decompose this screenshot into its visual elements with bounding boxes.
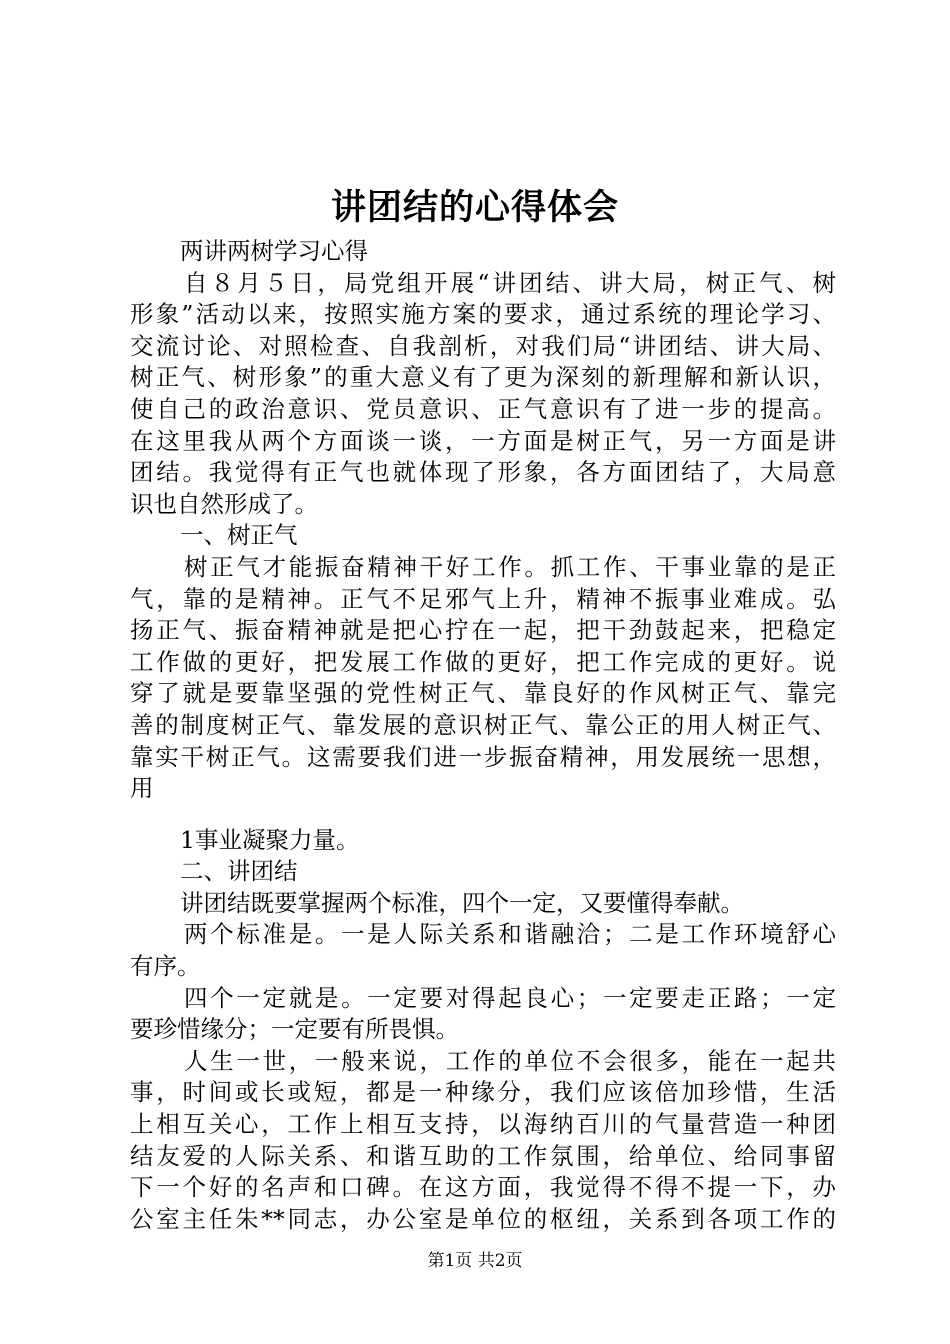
paragraph-line: 公室主任朱**同志，办公室是单位的枢纽，关系到各项工作的	[130, 1204, 836, 1233]
paragraph-line: 两个标准是。一是人际关系和谐融洽；二是工作环境舒心	[184, 920, 836, 949]
paragraph-line: 形象”活动以来，按照实施方案的要求，通过系统的理论学习、	[130, 300, 836, 329]
paragraph-line: 使自己的政治意识、党员意识、正气意识有了进一步的提高。	[130, 394, 836, 423]
paragraph-line: 树正气才能振奋精神干好工作。抓工作、干事业靠的是正	[184, 552, 836, 581]
paragraph-line: 两讲两树学习心得	[180, 237, 368, 265]
section-heading: 一、树正气	[180, 521, 298, 550]
paragraph-line: 讲团结既要掌握两个标准，四个一定，又要懂得奉献。	[180, 888, 744, 917]
paragraph-line: 团结。我觉得有正气也就体现了形象，各方面团结了，大局意	[130, 458, 836, 487]
paragraph-line: 要珍惜缘分；一定要有所畏惧。	[130, 1015, 459, 1044]
paragraph-line: 在这里我从两个方面谈一谈，一方面是树正气，另一方面是讲	[130, 426, 836, 455]
paragraph-line: 人生一世，一般来说，工作的单位不会很多，能在一起共	[184, 1046, 836, 1075]
paragraph-line: 树正气、树形象”的重大意义有了更为深刻的新理解和新认识，	[130, 363, 836, 392]
paragraph-line: 自８月５日，局党组开展“讲团结、讲大局，树正气、树	[184, 268, 836, 297]
paragraph-line: 结友爱的人际关系、和谐互助的工作氛围，给单位、给同事留	[130, 1141, 836, 1170]
paragraph-line: 气，靠的是精神。正气不足邪气上升，精神不振事业难成。弘	[130, 584, 836, 613]
page-footer: 第1页 共2页	[427, 1251, 523, 1271]
paragraph-line: 靠实干树正气。这需要我们进一步振奋精神，用发展统一思想，	[130, 742, 836, 771]
section-heading: 二、讲团结	[180, 857, 298, 886]
paragraph-line: 善的制度树正气、靠发展的意识树正气、靠公正的用人树正气、	[130, 710, 836, 739]
document-title: 讲团结的心得体会	[330, 187, 619, 228]
paragraph-line: 四个一定就是。一定要对得起良心；一定要走正路；一定	[184, 983, 836, 1012]
paragraph-line: 扬正气、振奋精神就是把心拧在一起，把干劲鼓起来，把稳定	[130, 616, 836, 645]
paragraph-line: 用	[130, 774, 154, 803]
paragraph-line: 1事业凝聚力量。	[180, 825, 360, 854]
paragraph-line: 上相互关心，工作上相互支持，以海纳百川的气量营造一种团	[130, 1110, 836, 1139]
paragraph-line: 穿了就是要靠坚强的党性树正气、靠良好的作风树正气、靠完	[130, 679, 836, 708]
paragraph-line: 识也自然形成了。	[130, 489, 318, 518]
paragraph-line: 下一个好的名声和口碑。在这方面，我觉得不得不提一下，办	[130, 1173, 836, 1202]
paragraph-line: 事，时间或长或短，都是一种缘分，我们应该倍加珍惜，生活	[130, 1078, 836, 1107]
paragraph-gap	[130, 805, 836, 825]
paragraph-line: 工作做的更好，把发展工作做的更好，把工作完成的更好。说	[130, 647, 836, 676]
paragraph-line: 有序。	[130, 952, 201, 981]
document-body	[130, 236, 836, 1235]
paragraph-line: 交流讨论、对照检查、自我剖析，对我们局“讲团结、讲大局、	[130, 331, 836, 360]
